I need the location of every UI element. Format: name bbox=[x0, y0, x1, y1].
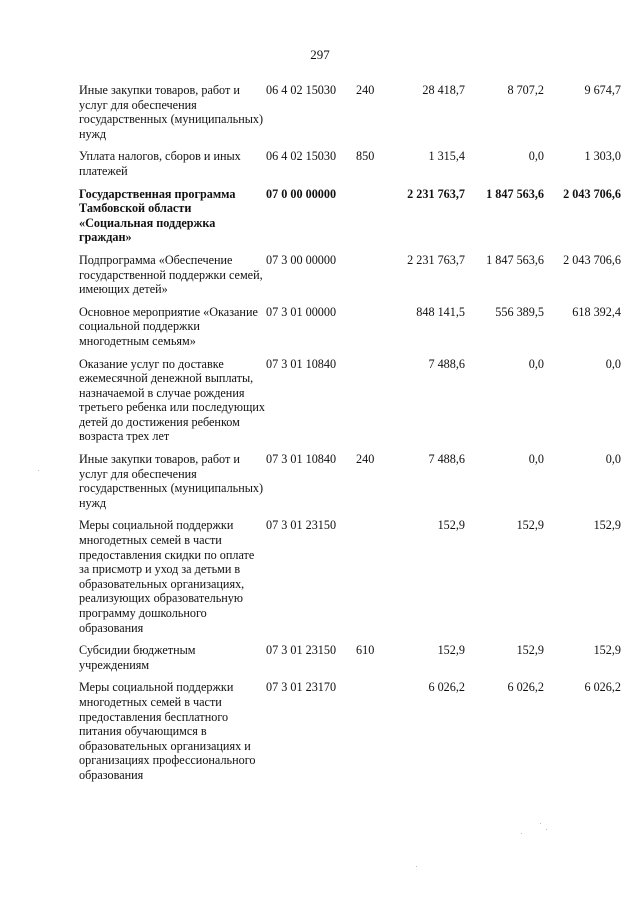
table-row bbox=[79, 149, 621, 186]
item-name: Государственная программа Тамбовской области «Социальная поддержка граждан» bbox=[79, 186, 236, 245]
budget-table bbox=[79, 83, 621, 791]
target-code: 07 3 01 00000 bbox=[266, 304, 337, 319]
amount-year-3: 152,9 bbox=[593, 518, 621, 533]
expense-kind bbox=[356, 253, 386, 305]
amount-year-2: 0,0 bbox=[528, 452, 544, 467]
scan-speck bbox=[521, 833, 522, 834]
item-name: Подпрограмма «Обеспечение государственной поддержки семей, имеющих детей» bbox=[79, 252, 263, 297]
amount-year-1: 6 026,2 bbox=[428, 680, 465, 695]
amount-year-2: 1 847 563,6 bbox=[486, 252, 544, 267]
expense-kind bbox=[356, 187, 386, 253]
scan-speck bbox=[540, 823, 541, 824]
amount-year-3: 9 674,7 bbox=[584, 83, 621, 97]
expense-kind bbox=[356, 357, 386, 453]
amount-year-2: 152,9 bbox=[516, 518, 544, 533]
table-row bbox=[79, 253, 621, 305]
expense-kind: 240 bbox=[356, 83, 375, 97]
page-number: 297 bbox=[310, 47, 330, 62]
item-name: Оказание услуг по доставке ежемесячной денежной выплаты, назначаемой в случае рождения третьего ребенка или последующих детей до достижения ребенком возраста трех лет bbox=[79, 356, 266, 444]
scan-speck bbox=[546, 829, 547, 830]
amount-year-1: 2 231 763,7 bbox=[407, 186, 465, 201]
table-row bbox=[79, 83, 621, 149]
expense-kind: 850 bbox=[356, 149, 375, 164]
amount-year-1: 1 315,4 bbox=[428, 149, 465, 164]
amount-year-1: 152,9 bbox=[437, 643, 465, 658]
target-code: 06 4 02 15030 bbox=[266, 83, 337, 97]
amount-year-2: 6 026,2 bbox=[507, 680, 544, 695]
target-code: 06 4 02 15030 bbox=[266, 149, 337, 164]
target-code: 07 3 01 10840 bbox=[266, 452, 337, 467]
table-row bbox=[79, 643, 621, 680]
item-name: Меры социальной поддержки многодетных семей в части предоставления скидки по оплате за присмотр и уход за детьми в образовательных организациях, реализующих образовательную программу дошкольного образования bbox=[79, 518, 255, 635]
table-row bbox=[79, 305, 621, 357]
amount-year-1: 848 141,5 bbox=[416, 304, 465, 319]
amount-year-2: 1 847 563,6 bbox=[486, 186, 544, 201]
expense-kind bbox=[356, 305, 386, 357]
amount-year-3: 0,0 bbox=[605, 356, 621, 371]
scan-speck bbox=[38, 470, 39, 471]
item-name: Уплата налогов, сборов и иных платежей bbox=[79, 149, 241, 178]
amount-year-1: 7 488,6 bbox=[428, 452, 465, 467]
amount-year-2: 152,9 bbox=[516, 643, 544, 658]
amount-year-1: 7 488,6 bbox=[428, 356, 465, 371]
item-name: Субсидии бюджетным учреждениям bbox=[79, 643, 196, 672]
amount-year-1: 28 418,7 bbox=[422, 83, 465, 97]
amount-year-2: 0,0 bbox=[528, 149, 544, 164]
table-row-program bbox=[79, 187, 621, 253]
table-row bbox=[79, 452, 621, 518]
expense-kind: 240 bbox=[356, 452, 375, 467]
expense-kind: 610 bbox=[356, 643, 375, 658]
amount-year-3: 1 303,0 bbox=[584, 149, 621, 164]
amount-year-2: 556 389,5 bbox=[495, 304, 544, 319]
target-code: 07 3 01 23170 bbox=[266, 680, 337, 695]
target-code: 07 3 01 23150 bbox=[266, 643, 337, 658]
target-code: 07 3 00 00000 bbox=[266, 252, 337, 267]
scan-speck bbox=[416, 866, 417, 867]
item-name: Иные закупки товаров, работ и услуг для обеспечения государственных (муниципальных) нужд bbox=[79, 452, 264, 510]
amount-year-1: 2 231 763,7 bbox=[407, 252, 465, 267]
amount-year-3: 618 392,4 bbox=[572, 304, 621, 319]
expense-kind bbox=[356, 518, 386, 643]
amount-year-2: 0,0 bbox=[528, 356, 544, 371]
target-code: 07 3 01 23150 bbox=[266, 518, 337, 533]
target-code: 07 0 00 00000 bbox=[266, 186, 337, 201]
amount-year-3: 0,0 bbox=[605, 452, 621, 467]
expense-kind bbox=[356, 680, 386, 790]
item-name: Меры социальной поддержки многодетных семей в части предоставления бесплатного питания обучающимся в образовательных организациях и организациях профессионального образования bbox=[79, 680, 256, 782]
item-name: Иные закупки товаров, работ и услуг для обеспечения государственных (муниципальных) нужд bbox=[79, 83, 264, 141]
table-row bbox=[79, 518, 621, 643]
table-row bbox=[79, 680, 621, 790]
target-code: 07 3 01 10840 bbox=[266, 356, 337, 371]
amount-year-3: 2 043 706,6 bbox=[563, 252, 621, 267]
amount-year-3: 6 026,2 bbox=[584, 680, 621, 695]
item-name: Основное мероприятие «Оказание социальной поддержки многодетным семьям» bbox=[79, 304, 258, 348]
amount-year-1: 152,9 bbox=[437, 518, 465, 533]
amount-year-3: 2 043 706,6 bbox=[563, 186, 621, 201]
amount-year-3: 152,9 bbox=[593, 643, 621, 658]
table-row bbox=[79, 357, 621, 453]
amount-year-2: 8 707,2 bbox=[507, 83, 544, 97]
